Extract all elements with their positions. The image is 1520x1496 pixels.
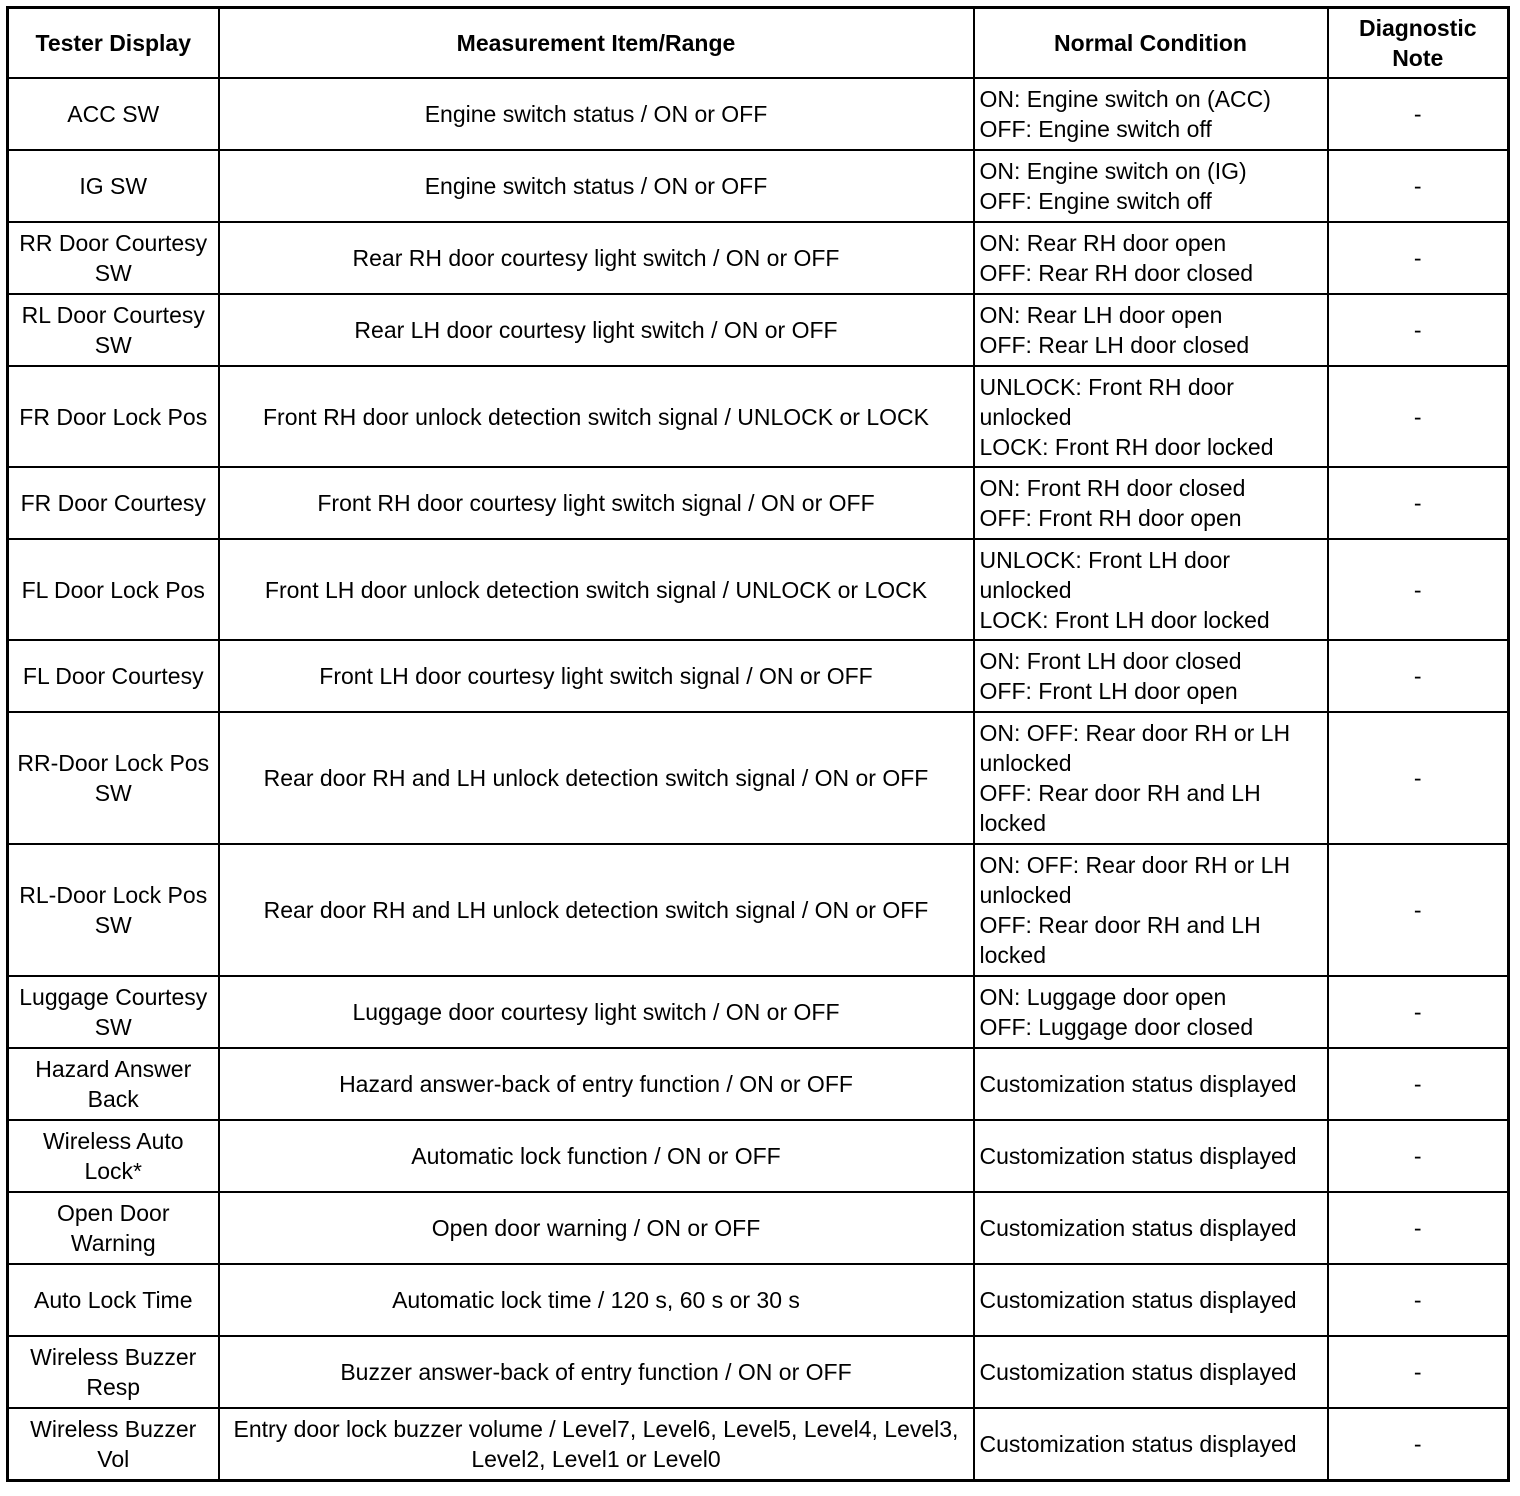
table-row — [8, 1408, 1509, 1480]
cell-tester-display: FL Door Lock Pos — [8, 539, 219, 640]
cell-measurement-item: Open door warning / ON or OFF — [219, 1192, 974, 1264]
cell-tester-display: FL Door Courtesy — [8, 640, 219, 712]
cell-tester-display: Hazard Answer Back — [8, 1048, 219, 1120]
cell-diagnostic-note: - — [1328, 467, 1509, 539]
cell-normal-condition: ON: Front LH door closed OFF: Front LH door open — [974, 640, 1328, 712]
cell-tester-display: IG SW — [8, 150, 219, 222]
cell-normal-condition: Customization status displayed — [974, 1192, 1328, 1264]
table-row — [8, 150, 1509, 222]
header-normal-condition: Normal Condition — [974, 8, 1328, 79]
cell-diagnostic-note: - — [1328, 150, 1509, 222]
table-row — [8, 222, 1509, 294]
cell-measurement-item: Engine switch status / ON or OFF — [219, 150, 974, 222]
table-row — [8, 78, 1509, 150]
table-row — [8, 1048, 1509, 1120]
table-row — [8, 294, 1509, 366]
table-row — [8, 467, 1509, 539]
cell-normal-condition: ON: Rear RH door open OFF: Rear RH door closed — [974, 222, 1328, 294]
cell-diagnostic-note: - — [1328, 1336, 1509, 1408]
cell-diagnostic-note: - — [1328, 222, 1509, 294]
cell-tester-display: RL Door Courtesy SW — [8, 294, 219, 366]
cell-normal-condition: Customization status displayed — [974, 1264, 1328, 1336]
table-row — [8, 844, 1509, 976]
cell-normal-condition: ON: Luggage door open OFF: Luggage door closed — [974, 976, 1328, 1048]
cell-diagnostic-note: - — [1328, 640, 1509, 712]
cell-diagnostic-note: - — [1328, 1192, 1509, 1264]
cell-measurement-item: Entry door lock buzzer volume / Level7, Level6, Level5, Level4, Level3, Level2, Level1 or Level0 — [219, 1408, 974, 1480]
table-row — [8, 366, 1509, 467]
cell-diagnostic-note: - — [1328, 78, 1509, 150]
header-measurement-item: Measurement Item/Range — [219, 8, 974, 79]
cell-diagnostic-note: - — [1328, 1408, 1509, 1480]
cell-normal-condition: ON: Engine switch on (ACC) OFF: Engine switch off — [974, 78, 1328, 150]
cell-normal-condition: UNLOCK: Front RH door unlocked LOCK: Front RH door locked — [974, 366, 1328, 467]
cell-measurement-item: Rear door RH and LH unlock detection switch signal / ON or OFF — [219, 844, 974, 976]
table-row — [8, 640, 1509, 712]
table-row — [8, 976, 1509, 1048]
cell-diagnostic-note: - — [1328, 1048, 1509, 1120]
cell-normal-condition: ON: Rear LH door open OFF: Rear LH door closed — [974, 294, 1328, 366]
cell-tester-display: RR-Door Lock Pos SW — [8, 712, 219, 844]
cell-measurement-item: Rear RH door courtesy light switch / ON or OFF — [219, 222, 974, 294]
cell-tester-display: Wireless Buzzer Resp — [8, 1336, 219, 1408]
cell-diagnostic-note: - — [1328, 294, 1509, 366]
cell-diagnostic-note: - — [1328, 844, 1509, 976]
cell-normal-condition: UNLOCK: Front LH door unlocked LOCK: Front LH door locked — [974, 539, 1328, 640]
cell-tester-display: RL-Door Lock Pos SW — [8, 844, 219, 976]
table-row — [8, 539, 1509, 640]
header-tester-display: Tester Display — [8, 8, 219, 79]
table-row — [8, 1120, 1509, 1192]
table-body — [8, 78, 1509, 1480]
table-header-row — [8, 8, 1509, 79]
cell-measurement-item: Rear door RH and LH unlock detection switch signal / ON or OFF — [219, 712, 974, 844]
cell-normal-condition: Customization status displayed — [974, 1336, 1328, 1408]
cell-tester-display: FR Door Lock Pos — [8, 366, 219, 467]
cell-tester-display: Wireless Auto Lock* — [8, 1120, 219, 1192]
cell-normal-condition: Customization status displayed — [974, 1048, 1328, 1120]
cell-diagnostic-note: - — [1328, 976, 1509, 1048]
cell-normal-condition: ON: Engine switch on (IG) OFF: Engine switch off — [974, 150, 1328, 222]
cell-measurement-item: Front RH door unlock detection switch signal / UNLOCK or LOCK — [219, 366, 974, 467]
cell-measurement-item: Front RH door courtesy light switch signal / ON or OFF — [219, 467, 974, 539]
cell-tester-display: Wireless Buzzer Vol — [8, 1408, 219, 1480]
table-row — [8, 1192, 1509, 1264]
cell-tester-display: FR Door Courtesy — [8, 467, 219, 539]
cell-normal-condition: Customization status displayed — [974, 1408, 1328, 1480]
cell-measurement-item: Buzzer answer-back of entry function / ON or OFF — [219, 1336, 974, 1408]
cell-measurement-item: Front LH door unlock detection switch signal / UNLOCK or LOCK — [219, 539, 974, 640]
cell-measurement-item: Automatic lock time / 120 s, 60 s or 30 s — [219, 1264, 974, 1336]
cell-measurement-item: Automatic lock function / ON or OFF — [219, 1120, 974, 1192]
data-list-table — [6, 6, 1510, 1482]
cell-diagnostic-note: - — [1328, 712, 1509, 844]
cell-normal-condition: Customization status displayed — [974, 1120, 1328, 1192]
cell-measurement-item: Hazard answer-back of entry function / ON or OFF — [219, 1048, 974, 1120]
table-row — [8, 712, 1509, 844]
cell-tester-display: RR Door Courtesy SW — [8, 222, 219, 294]
table-row — [8, 1336, 1509, 1408]
cell-diagnostic-note: - — [1328, 366, 1509, 467]
cell-tester-display: ACC SW — [8, 78, 219, 150]
cell-normal-condition: ON: OFF: Rear door RH or LH unlocked OFF: Rear door RH and LH locked — [974, 712, 1328, 844]
cell-measurement-item: Engine switch status / ON or OFF — [219, 78, 974, 150]
cell-diagnostic-note: - — [1328, 539, 1509, 640]
cell-tester-display: Open Door Warning — [8, 1192, 219, 1264]
cell-normal-condition: ON: Front RH door closed OFF: Front RH door open — [974, 467, 1328, 539]
cell-diagnostic-note: - — [1328, 1120, 1509, 1192]
cell-tester-display: Auto Lock Time — [8, 1264, 219, 1336]
cell-measurement-item: Rear LH door courtesy light switch / ON or OFF — [219, 294, 974, 366]
table-row — [8, 1264, 1509, 1336]
cell-measurement-item: Front LH door courtesy light switch signal / ON or OFF — [219, 640, 974, 712]
cell-normal-condition: ON: OFF: Rear door RH or LH unlocked OFF: Rear door RH and LH locked — [974, 844, 1328, 976]
cell-tester-display: Luggage Courtesy SW — [8, 976, 219, 1048]
cell-measurement-item: Luggage door courtesy light switch / ON or OFF — [219, 976, 974, 1048]
header-diagnostic-note: Diagnostic Note — [1328, 8, 1509, 79]
cell-diagnostic-note: - — [1328, 1264, 1509, 1336]
